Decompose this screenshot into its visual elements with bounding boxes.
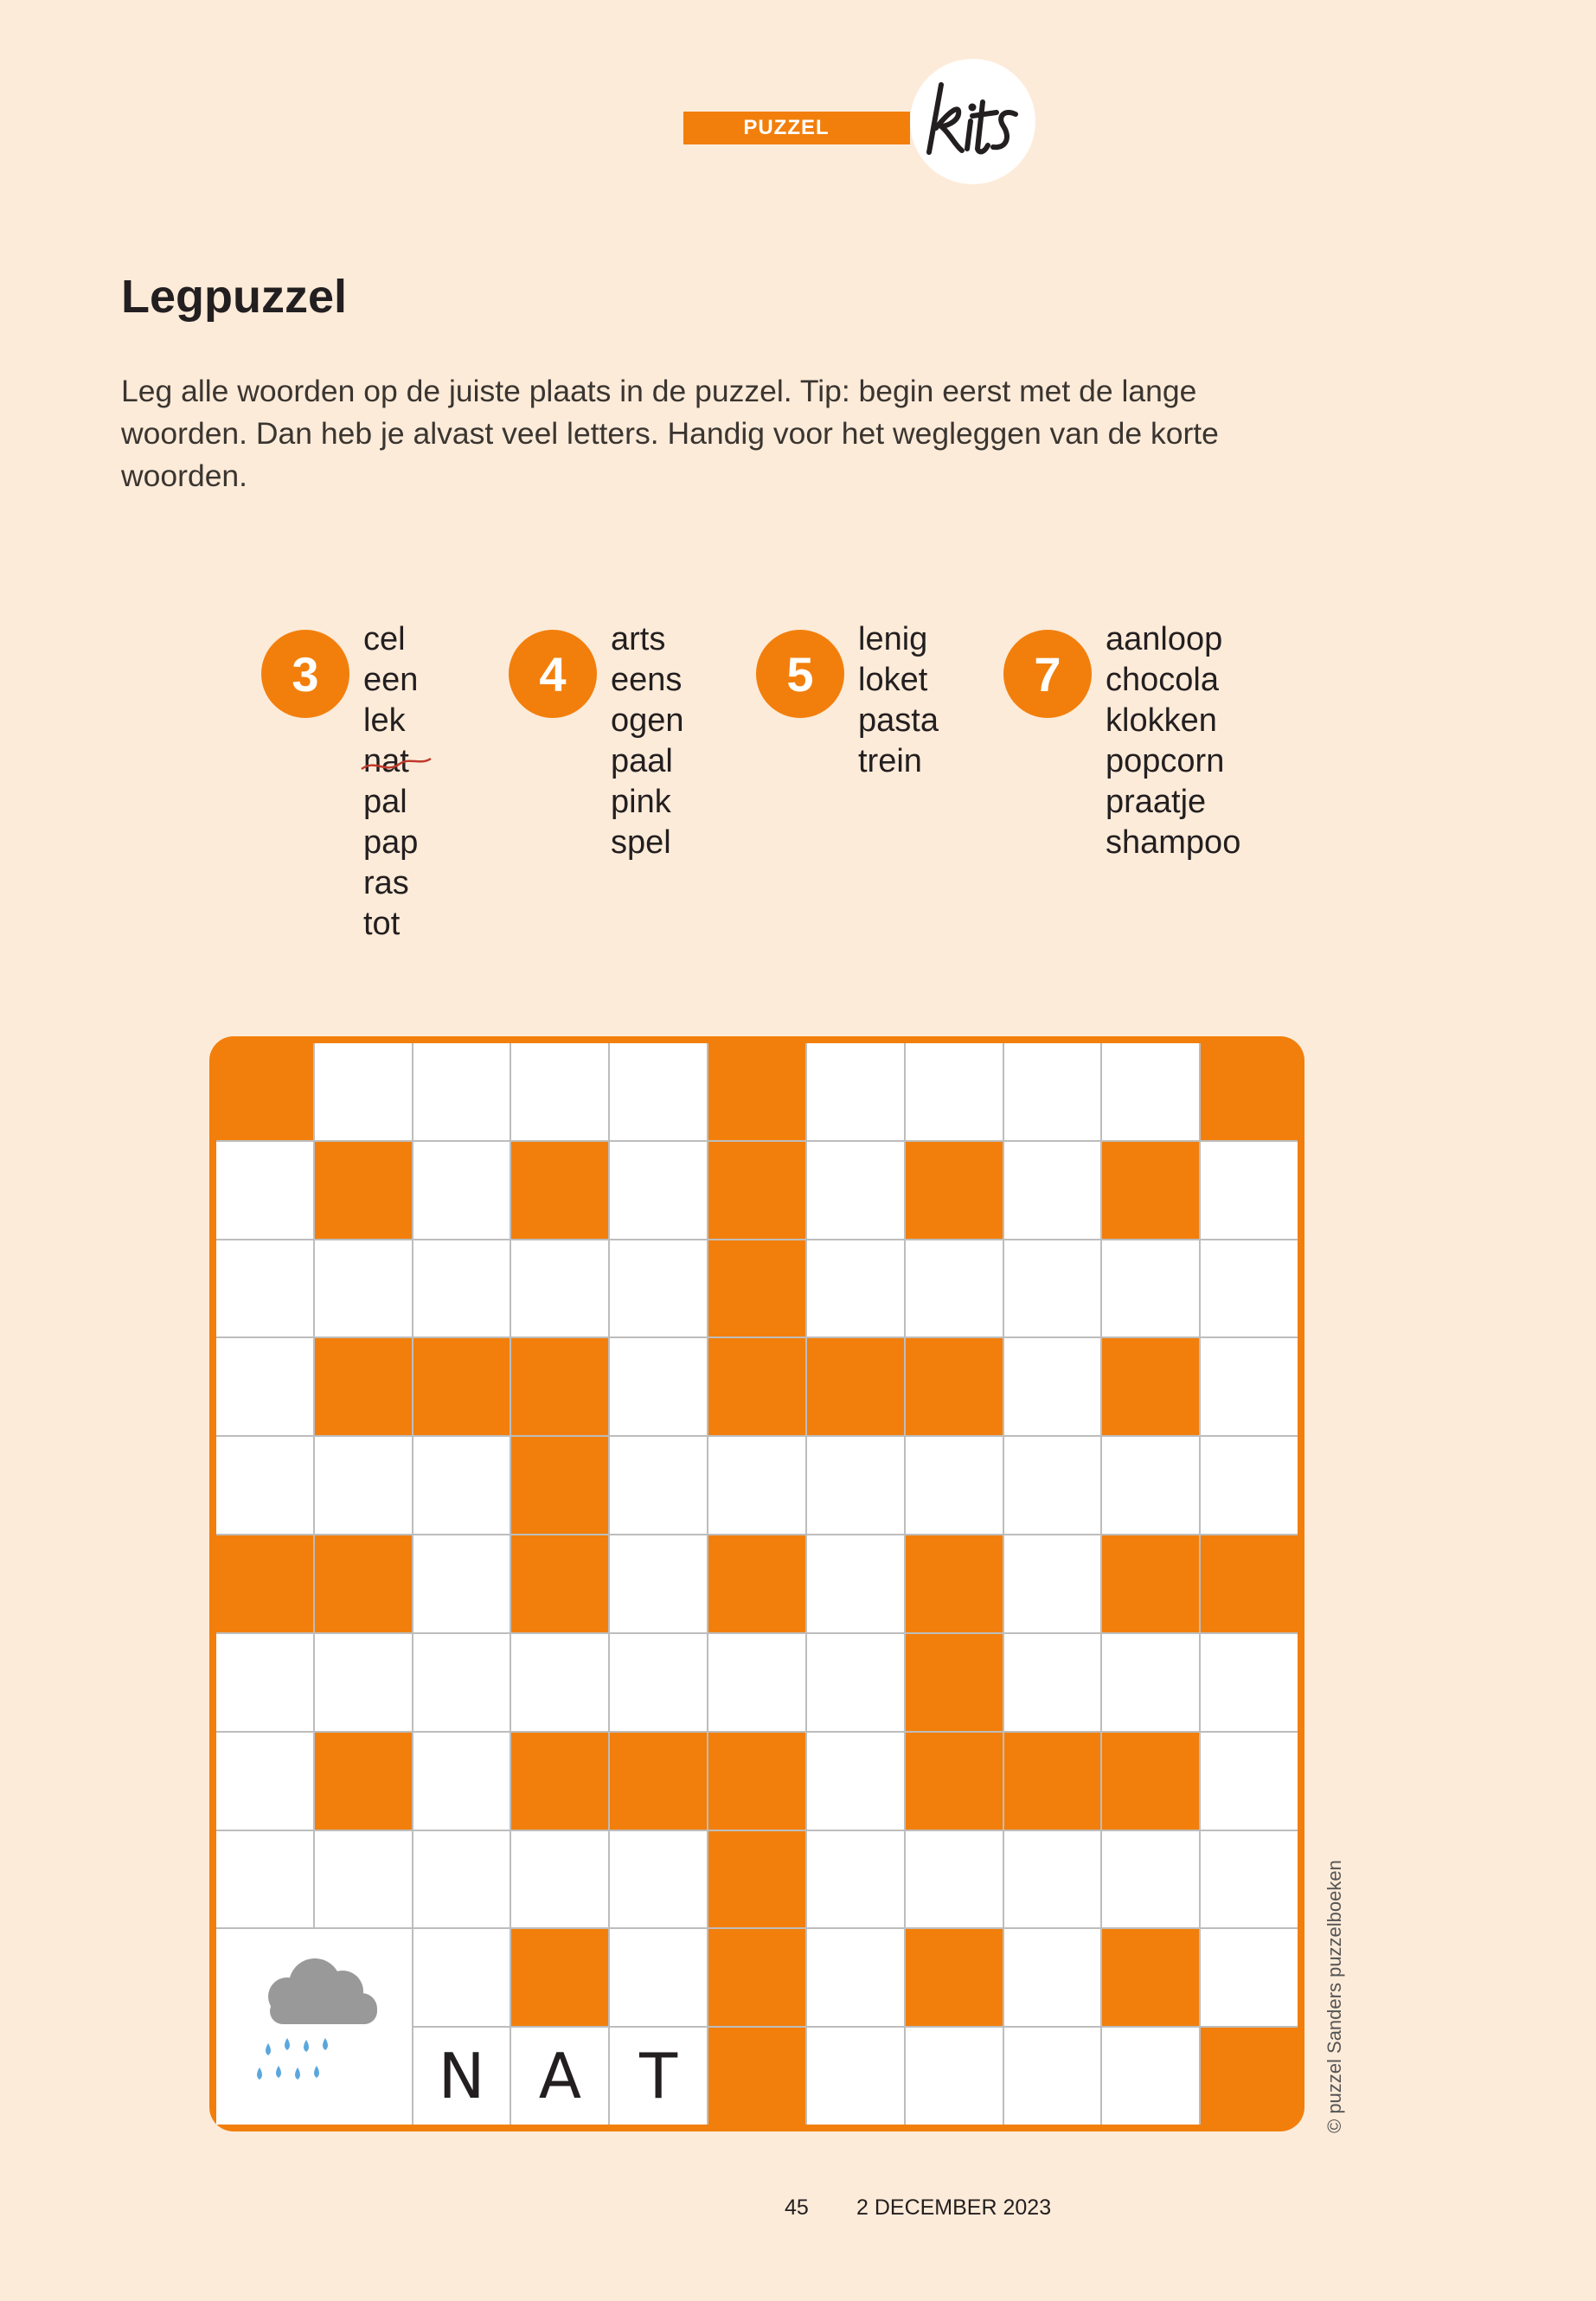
- blocked-cell: [807, 1338, 904, 1435]
- word-item: shampoo: [1106, 824, 1241, 861]
- grid-cell[interactable]: [610, 1535, 707, 1632]
- grid-cell[interactable]: [315, 1634, 412, 1731]
- grid-cell[interactable]: [1102, 2028, 1199, 2125]
- grid-cell[interactable]: [807, 2028, 904, 2125]
- grid-cell[interactable]: [413, 1929, 510, 2026]
- word-item: lek: [363, 702, 406, 739]
- grid-cell[interactable]: [216, 1831, 313, 1928]
- grid-cell[interactable]: [1102, 1043, 1199, 1140]
- blocked-cell: [610, 1733, 707, 1830]
- word-item: ras: [363, 865, 409, 901]
- grid-cell[interactable]: [1004, 2028, 1101, 2125]
- word-list: [363, 619, 418, 945]
- grid-cell[interactable]: [906, 1043, 1003, 1140]
- grid-cell[interactable]: [1201, 1929, 1298, 2026]
- blocked-cell: [708, 1338, 805, 1435]
- grid-cell[interactable]: [1004, 1338, 1101, 1435]
- blocked-cell: [906, 1338, 1003, 1435]
- grid-cell[interactable]: [610, 1142, 707, 1239]
- grid-cell[interactable]: [216, 1240, 313, 1337]
- word-item: pasta: [858, 702, 939, 739]
- blocked-cell: [511, 1929, 608, 2026]
- grid-cell[interactable]: [610, 1240, 707, 1337]
- word-item: chocola: [1106, 662, 1219, 698]
- grid-cell[interactable]: [610, 1929, 707, 2026]
- blocked-cell: [906, 1929, 1003, 2026]
- blocked-cell: [1201, 2028, 1298, 2125]
- blocked-cell: [413, 1338, 510, 1435]
- grid-cell[interactable]: [413, 1535, 510, 1632]
- grid-cell[interactable]: [315, 1831, 412, 1928]
- blocked-cell: [1201, 1535, 1298, 1632]
- blocked-cell: [906, 1535, 1003, 1632]
- grid-cell[interactable]: [511, 1043, 608, 1140]
- kits-logo: [910, 59, 1035, 184]
- grid-cell[interactable]: [1102, 1437, 1199, 1534]
- blocked-cell: [315, 1733, 412, 1830]
- grid-cell[interactable]: [1102, 1240, 1199, 1337]
- grid-cell[interactable]: [1201, 1240, 1298, 1337]
- blocked-cell: [315, 1142, 412, 1239]
- word-item: een: [363, 662, 419, 698]
- blocked-cell: [216, 1535, 313, 1632]
- word-item: ogen: [611, 702, 684, 739]
- strikethrough-mark: [360, 752, 433, 778]
- blocked-cell: [1102, 1733, 1199, 1830]
- word-list: [1106, 619, 1240, 863]
- blocked-cell: [708, 1142, 805, 1239]
- grid-cell[interactable]: [1201, 1437, 1298, 1534]
- grid-cell[interactable]: [511, 1634, 608, 1731]
- grid-cell[interactable]: [610, 1338, 707, 1435]
- grid-cell[interactable]: [807, 1733, 904, 1830]
- instructions: Leg alle woorden op de juiste plaats in de puzzel. Tip: begin eerst met de lange woorden. Dan heb je alvast veel letters. Handig voor het wegleggen van de korte woorden.: [121, 374, 1219, 493]
- grid-cell[interactable]: [1201, 1831, 1298, 1928]
- blocked-cell: [315, 1338, 412, 1435]
- blocked-cell: [511, 1437, 608, 1534]
- page-title: Legpuzzel: [121, 271, 348, 323]
- word-item: popcorn: [1106, 743, 1225, 779]
- word-item: pink: [611, 784, 671, 820]
- grid-cell[interactable]: [1004, 1929, 1101, 2026]
- grid-cell[interactable]: [610, 1831, 707, 1928]
- grid-cell[interactable]: [906, 1437, 1003, 1534]
- blocked-cell: [1102, 1535, 1199, 1632]
- section-label: PUZZEL: [683, 112, 910, 144]
- blocked-cell: [1102, 1338, 1199, 1435]
- grid-cell[interactable]: T: [610, 2028, 707, 2125]
- rain-cloud-icon: [251, 1946, 389, 2102]
- blocked-cell: [1004, 1733, 1101, 1830]
- blocked-cell: [906, 1733, 1003, 1830]
- grid-cell[interactable]: [1004, 1142, 1101, 1239]
- grid-cell[interactable]: [1004, 1535, 1101, 1632]
- word-item: pap: [363, 824, 419, 861]
- word-item: lenig: [858, 621, 928, 657]
- copyright: © puzzel Sanders puzzelboeken: [1324, 1860, 1345, 2133]
- grid-cell[interactable]: [807, 1535, 904, 1632]
- grid-cell[interactable]: [216, 1142, 313, 1239]
- word-item: [363, 741, 418, 782]
- grid-cell[interactable]: [1201, 1634, 1298, 1731]
- word-list: [858, 619, 939, 782]
- grid-cell[interactable]: [906, 2028, 1003, 2125]
- grid-cell[interactable]: [216, 1634, 313, 1731]
- word-length-badge: 3: [261, 630, 349, 718]
- blocked-cell: [708, 1733, 805, 1830]
- word-item: klokken: [1106, 702, 1217, 739]
- grid-cell[interactable]: [1201, 1733, 1298, 1830]
- grid-cell[interactable]: [807, 1240, 904, 1337]
- grid-cell[interactable]: [610, 1437, 707, 1534]
- word-item: trein: [858, 743, 922, 779]
- grid-cell[interactable]: [1201, 1142, 1298, 1239]
- grid-cell[interactable]: [413, 1142, 510, 1239]
- word-item: spel: [611, 824, 671, 861]
- blocked-cell: [708, 1929, 805, 2026]
- grid-cell[interactable]: [1102, 1831, 1199, 1928]
- rain-cloud-illustration: [216, 1929, 412, 2125]
- grid-cell[interactable]: [708, 1437, 805, 1534]
- grid-cell[interactable]: A: [511, 2028, 608, 2125]
- grid-cell[interactable]: [807, 1437, 904, 1534]
- grid-cell[interactable]: N: [413, 2028, 510, 2125]
- word-item: paal: [611, 743, 673, 779]
- puzzle-grid-frame: [209, 1036, 1304, 2131]
- blocked-cell: [511, 1142, 608, 1239]
- crossed-out-word: nat: [363, 741, 409, 782]
- grid-cell[interactable]: [1004, 1831, 1101, 1928]
- grid-cell[interactable]: [610, 1634, 707, 1731]
- word-item: loket: [858, 662, 928, 698]
- grid-cell[interactable]: [216, 1437, 313, 1534]
- grid-cell[interactable]: [413, 1240, 510, 1337]
- grid-cell[interactable]: [413, 1043, 510, 1140]
- word-item: eens: [611, 662, 683, 698]
- grid-cell[interactable]: [708, 1634, 805, 1731]
- grid-cell[interactable]: [807, 1142, 904, 1239]
- blocked-cell: [708, 1831, 805, 1928]
- blocked-cell: [216, 1043, 313, 1140]
- grid-cell[interactable]: [413, 1831, 510, 1928]
- grid-cell[interactable]: [216, 1338, 313, 1435]
- blocked-cell: [708, 1535, 805, 1632]
- grid-cell[interactable]: [315, 1043, 412, 1140]
- blocked-cell: [1201, 1043, 1298, 1140]
- blocked-cell: [708, 2028, 805, 2125]
- grid-cell[interactable]: [1004, 1634, 1101, 1731]
- grid-cell[interactable]: [1201, 1338, 1298, 1435]
- blocked-cell: [906, 1142, 1003, 1239]
- blocked-cell: [1102, 1142, 1199, 1239]
- grid-cell[interactable]: [1102, 1634, 1199, 1731]
- grid-cell[interactable]: [807, 1831, 904, 1928]
- word-length-badge: 7: [1003, 630, 1092, 718]
- blocked-cell: [511, 1338, 608, 1435]
- puzzle-grid: [216, 1043, 1298, 2125]
- grid-cell[interactable]: [807, 1929, 904, 2026]
- grid-cell[interactable]: [1004, 1437, 1101, 1534]
- grid-cell[interactable]: [216, 1733, 313, 1830]
- grid-cell[interactable]: [315, 1240, 412, 1337]
- grid-cell[interactable]: [807, 1634, 904, 1731]
- word-length-badge: 4: [509, 630, 597, 718]
- grid-cell[interactable]: [906, 1831, 1003, 1928]
- grid-cell[interactable]: [511, 1831, 608, 1928]
- word-item: cel: [363, 621, 406, 657]
- grid-cell[interactable]: [511, 1240, 608, 1337]
- grid-cell[interactable]: [413, 1634, 510, 1731]
- grid-cell[interactable]: [1004, 1043, 1101, 1140]
- page-number: 45: [785, 2195, 809, 2220]
- grid-cell[interactable]: [906, 1240, 1003, 1337]
- grid-cell[interactable]: [1004, 1240, 1101, 1337]
- grid-cell[interactable]: [315, 1437, 412, 1534]
- word-item: tot: [363, 906, 401, 942]
- blocked-cell: [315, 1535, 412, 1632]
- word-length-badge: 5: [756, 630, 844, 718]
- word-item: arts: [611, 621, 666, 657]
- word-item: praatje: [1106, 784, 1207, 820]
- blocked-cell: [511, 1535, 608, 1632]
- blocked-cell: [708, 1240, 805, 1337]
- blocked-cell: [708, 1043, 805, 1140]
- blocked-cell: [906, 1634, 1003, 1731]
- grid-cell[interactable]: [413, 1733, 510, 1830]
- word-item: aanloop: [1106, 621, 1223, 657]
- issue-date: 2 DECEMBER 2023: [856, 2195, 1052, 2220]
- word-list: [611, 619, 684, 863]
- grid-cell[interactable]: [413, 1437, 510, 1534]
- grid-cell[interactable]: [807, 1043, 904, 1140]
- word-item: pal: [363, 784, 407, 820]
- blocked-cell: [511, 1733, 608, 1830]
- grid-cell[interactable]: [610, 1043, 707, 1140]
- blocked-cell: [1102, 1929, 1199, 2026]
